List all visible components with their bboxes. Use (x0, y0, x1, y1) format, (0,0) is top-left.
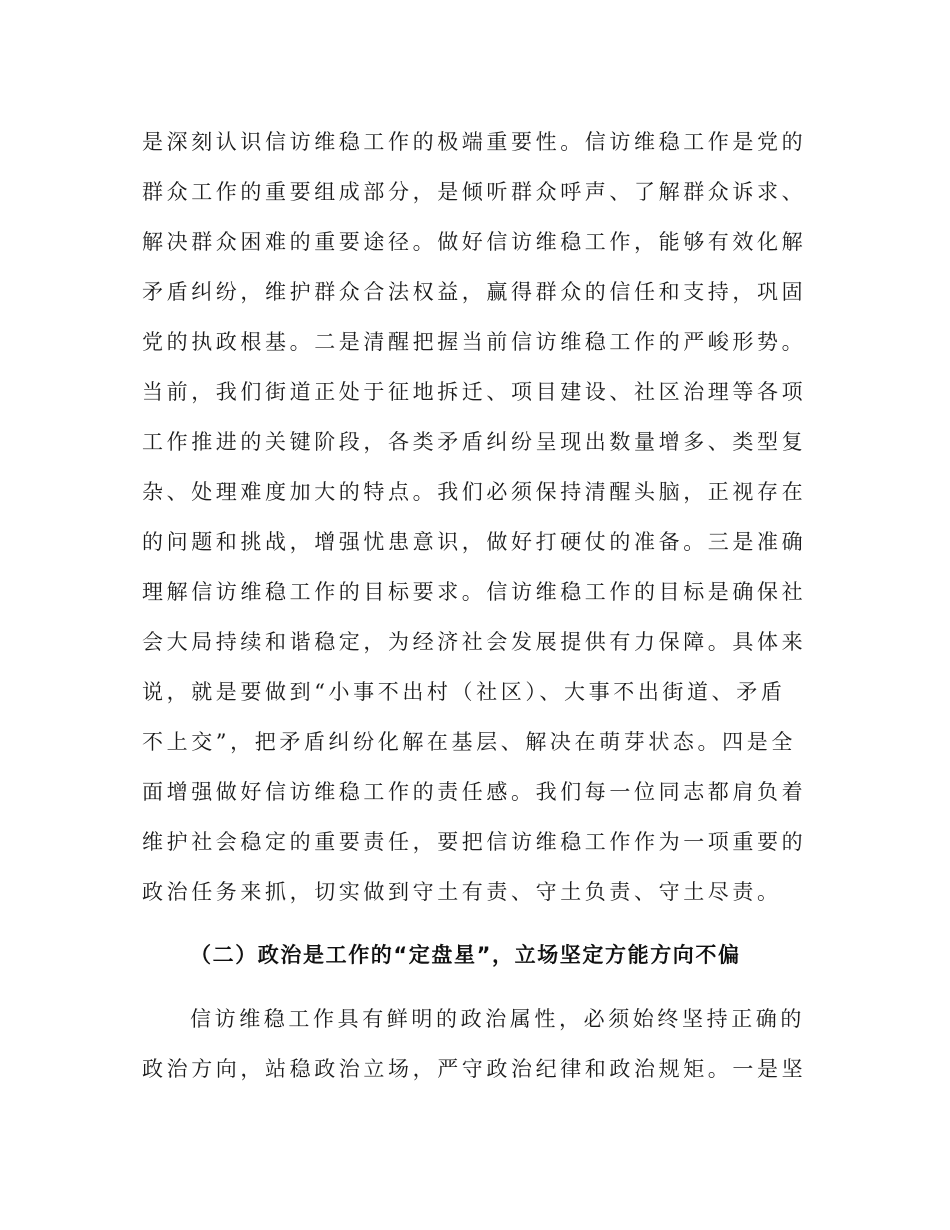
paragraph-line: 是深刻认识信访维稳工作的极端重要性。信访维稳工作是党的 (142, 130, 807, 154)
paragraph-line: 面增强做好信访维稳工作的责任感。我们每一位同志都肩负着 (142, 780, 807, 804)
paragraph-line: 党的执政根基。二是清醒把握当前信访维稳工作的严峻形势。 (142, 330, 807, 354)
paragraph-line: 矛盾纠纷，维护群众合法权益，赢得群众的信任和支持，巩固 (142, 280, 807, 304)
paragraph-line: 政治任务来抓，切实做到守土有责、守土负责、守土尽责。 (142, 880, 782, 904)
paragraph-line: 的问题和挑战，增强忧患意识，做好打硬仗的准备。三是准确 (142, 530, 807, 554)
paragraph-line: 群众工作的重要组成部分，是倾听群众呼声、了解群众诉求、 (142, 180, 807, 204)
paragraph-line: 政治方向，站稳政治立场，严守政治纪律和政治规矩。一是坚 (142, 1057, 807, 1081)
paragraph-line: 维护社会稳定的重要责任，要把信访维稳工作作为一项重要的 (142, 830, 807, 854)
paragraph-line: 信访维稳工作具有鲜明的政治属性，必须始终坚持正确的 (190, 1007, 805, 1031)
section-heading: （二）政治是工作的“定盘星”，立场坚定方能方向不偏 (190, 943, 741, 967)
paragraph-line: 会大局持续和谐稳定，为经济社会发展提供有力保障。具体来 (142, 630, 807, 654)
paragraph-line: 当前，我们街道正处于征地拆迁、项目建设、社区治理等各项 (142, 380, 807, 404)
paragraph-line: 理解信访维稳工作的目标要求。信访维稳工作的目标是确保社 (142, 580, 807, 604)
paragraph-line: 解决群众困难的重要途径。做好信访维稳工作，能够有效化解 (142, 230, 807, 254)
paragraph-line: 杂、处理难度加大的特点。我们必须保持清醒头脑，正视存在 (142, 480, 807, 504)
paragraph-line: 说，就是要做到“小事不出村（社区）、大事不出街道、矛盾 (142, 680, 786, 704)
paragraph-line: 工作推进的关键阶段，各类矛盾纠纷呈现出数量增多、类型复 (142, 430, 807, 454)
paragraph-line: 不上交”，把矛盾纠纷化解在基层、解决在萌芽状态。四是全 (142, 730, 796, 754)
